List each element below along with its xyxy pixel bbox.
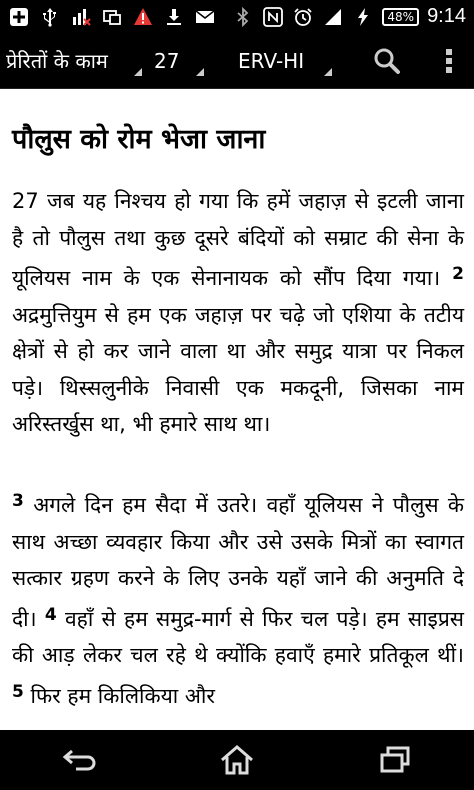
verse-text: अद्रमुत्तियुम से हम एक जहाज़ पर चढ़े जो एशिया के तटीय क्षेत्रों से हो कर जाने वाला था और समुद्र यात्रा पर निकल पड़े। थिस्सलुनीके निवासी एक मकदूनी, जिसका नाम अरिस्तर्खुस था, भी हमारे साथ था। [12,302,464,436]
alarm-icon [292,6,314,28]
verse-text: वहाँ से हम समुद्र-मार्ग से फिर चल पड़े। हम साइप्रस की आड़ लेकर चल रहे थे क्योंकि हवाएँ हमारे प्रतिकूल थीं। [12,606,464,667]
home-button[interactable] [197,730,277,790]
mail-icon [194,6,216,28]
screen-mirror-icon [101,6,123,28]
verse-text: फिर हम किलिकिया और [30,683,215,708]
no-signal-icon [70,6,92,28]
charging-icon [352,6,374,28]
chapter-selector-label: 27 [154,48,180,73]
book-selector-label: प्रेरितों के काम [6,49,108,73]
home-icon [219,744,255,776]
back-icon [62,747,96,773]
verse-number: 27 [12,189,39,213]
verse-text: अगले दिन हम सैदा में उतरे। वहाँ यूलियस ने पौलुस के साथ अच्छा व्यवहार किया और उसे उसके मित्रों का स्वागत सत्कार ग्रहण करने के लिए उनके यहाँ जाने की अनुमति दे दी। [12,493,464,631]
version-selector[interactable] [232,40,334,82]
verse-number: 2 [452,264,464,284]
status-bar [0,0,474,33]
dropdown-triangle-icon [324,68,332,76]
book-selector[interactable] [0,40,144,82]
search-button[interactable] [362,33,412,88]
nfc-icon [262,6,284,28]
paragraph [12,483,464,714]
dropdown-triangle-icon [196,68,204,76]
app-toolbar [0,33,474,89]
usb-icon [39,6,61,28]
battery-level: 48% [382,8,419,26]
search-icon [373,47,401,75]
warning-icon [132,6,154,28]
verse-number: 5 [12,681,24,702]
dropdown-triangle-icon [134,68,142,76]
recent-apps-icon [379,746,411,774]
version-selector-label: ERV-HI [238,48,305,73]
signal-icon [322,6,344,28]
overflow-menu-button[interactable] [424,33,474,88]
paragraph [12,183,464,443]
plus-icon [8,6,30,28]
recent-apps-button[interactable] [355,730,435,790]
overflow-menu-icon [445,47,453,75]
verse-text: जब यह निश्चय हो गया कि हमें जहाज़ से इटली जाना है तो पौलुस तथा कुछ दूसरे बंदियों को सम्राट की सेना के यूलियस नाम के एक सेनानायक को सौंप दिया गया। [12,189,464,290]
section-heading: पौलुस को रोम भेजा जाना [12,124,266,155]
clock: 9:14 [427,5,466,27]
back-button[interactable] [39,730,119,790]
download-icon [163,6,185,28]
system-nav-bar [0,730,474,790]
verse-number: 3 [12,491,24,511]
chapter-selector[interactable] [148,40,206,82]
bluetooth-icon [232,6,254,28]
chapter-content[interactable] [0,89,474,730]
verse-number: 4 [44,604,57,625]
